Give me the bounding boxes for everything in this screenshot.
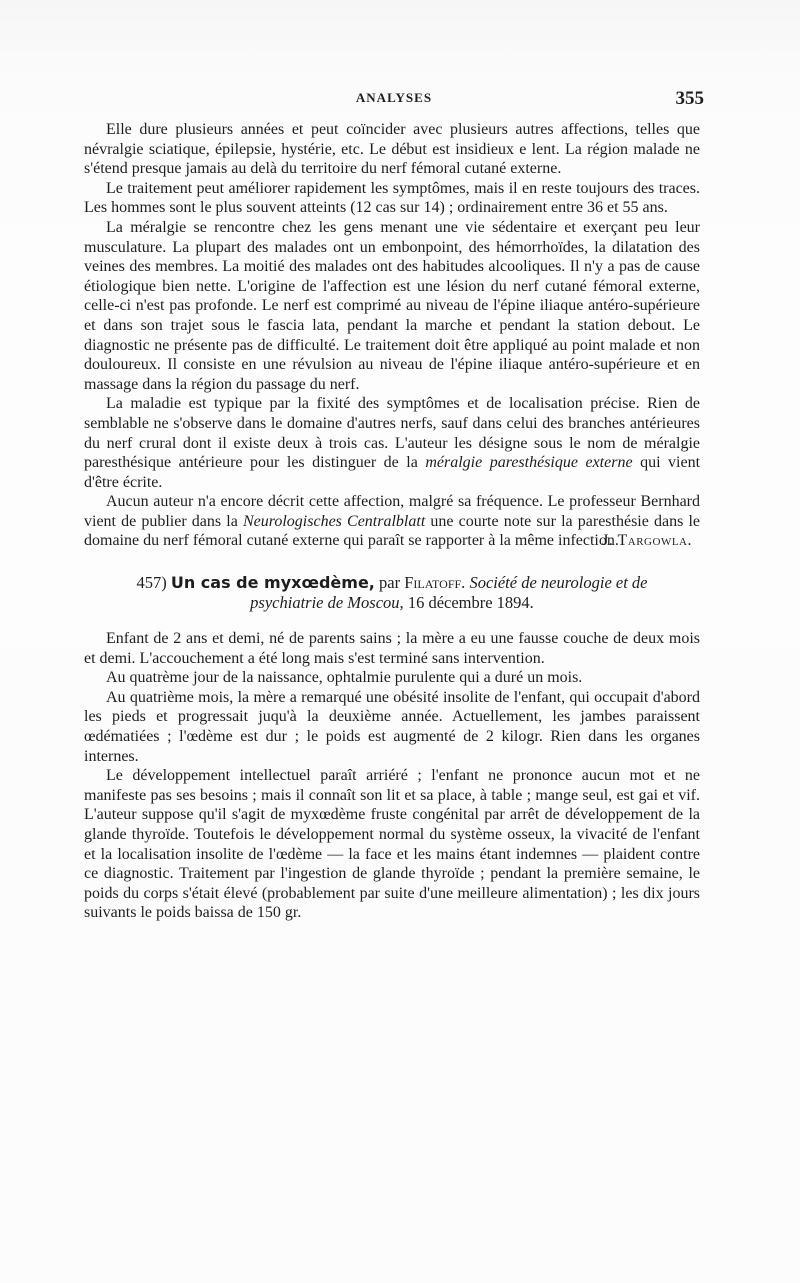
author-prefix: par	[379, 573, 401, 593]
italic-term: méralgie paresthésique externe	[425, 454, 633, 472]
paragraph: Enfant de 2 ans et demi, né de parents sains ; la mère a eu une fausse couche de deux mois et demi. L'accouchement a été long mais s'est terminé sans intervention.	[84, 630, 700, 667]
review-signature: J. Targowla.	[602, 532, 692, 550]
article-meralgie-continuation	[84, 120, 700, 551]
page-body	[84, 120, 700, 923]
article-number: 457)	[136, 573, 167, 593]
paragraph: Au quatrème jour de la naissance, ophtalmie purulente qui a duré un mois.	[106, 669, 583, 687]
paragraph-text: La maladie est typique par la fixité des symptômes et de localisation précise. Rien de semblable ne s'observe dans le domaine d'autres nerfs, sauf dans celui des branches antérieures du nerf crural dont il existe deux à trois cas. L'auteur les désigne sous le nom de méralgie paresthésique antérieure pour les distinguer de la	[84, 395, 700, 472]
journal-citation: Neurologisches Centralblatt	[242, 512, 426, 530]
article-myxoedeme	[84, 629, 700, 923]
paragraph: Au quatrième mois, la mère a remarqué une obésité insolite de l'enfant, qui occupait d'abord les pieds et progressait juqu'à la deuxième année. Actuellement, les jambes paraissent œdématiées ; l'œdème est dur ; le poids est augmenté de 2 kilogr. Rien dans les organes internes.	[84, 688, 700, 765]
running-title: ANALYSES	[355, 90, 433, 105]
publication-date: 16 décembre 1894.	[407, 593, 534, 613]
paragraph	[84, 394, 700, 492]
paragraph-text: qui vient d'être écrite.	[84, 454, 701, 491]
paragraph: Le traitement peut améliorer rapidement les symptômes, mais il en reste toujours des traces. Les hommes sont le plus souvent atteints (12 cas sur 14) ; ordinairement entre 36 et 55 ans.	[84, 179, 700, 217]
article-author: Filatoff.	[404, 573, 466, 593]
paragraph: Le développement intellectuel paraît arriéré ; l'enfant ne prononce aucun mot et ne manifeste pas ses besoins ; mais il connaît son lit et sa place, à table ; mange seul, est gai et vif. L'auteur suppose qu'il s'agit de myxœdème fruste congénital par arrêt de développement de la glande thyroïde. Toutefois le développement normal du système osseux, la vivacité de l'enfant et la localisation insolite de l'œdème — la face et les mains étant indemnes — plaident contre ce diagnostic. Traitement par l'ingestion de glande thyroïde ; pendant la première semaine, le poids du corps s'était élevé (probablement par suite d'une meilleure alimentation) ; les dix jours suivants le poids baissa de 150 gr.	[84, 767, 700, 922]
article-heading	[84, 573, 700, 613]
paragraph-text: une courte note sur la paresthésie dans le domaine du nerf fémoral cutané externe qui paraît se rapporter à la même infection.	[84, 512, 700, 550]
article-title: Un cas de myxœdème,	[170, 573, 375, 593]
paragraph: Elle dure plusieurs années et peut coïncider avec plusieurs autres affections, telles que névralgie sciatique, épilepsie, hystérie, etc. Le début est insidieux e lent. La région malade ne s'étend presque jamais au delà du territoire du nerf fémoral cutané externe.	[84, 121, 700, 178]
paragraph: La méralgie se rencontre chez les gens menant une vie sédentaire et exerçant peu leur musculature. La plupart des malades ont un embonpoint, des hémorrhoïdes, la dilatation des veines des membres. La moitié des malades ont des habitudes alcooliques. Il n'y a pas de cause étiologique bien nette. L'origine de l'affection est une lésion du nerf cutané fémoral externe, celle-ci n'est pas profonde. Le nerf est comprimé au niveau de l'épine iliaque antéro-supérieure et dans son trajet sous le fascia lata, pendant la marche et pendant la station debout. Le diagnostic ne présente pas de difficulté. Le traitement doit être appliqué au point malade et non douloureux. Il consiste en une révulsion au niveau de l'épine iliaque antéro-supérieure et en massage dans la région du passage du nerf.	[84, 218, 700, 393]
journal-name: Société de neurologie et de psychiatrie de Moscou,	[250, 573, 648, 613]
page-header	[84, 88, 704, 112]
page-number: 355	[675, 88, 704, 109]
paragraph-text: Aucun auteur n'a encore décrit cette affection, malgré sa fréquence. Le professeur Bernhard vient de publier dans la	[84, 493, 700, 530]
